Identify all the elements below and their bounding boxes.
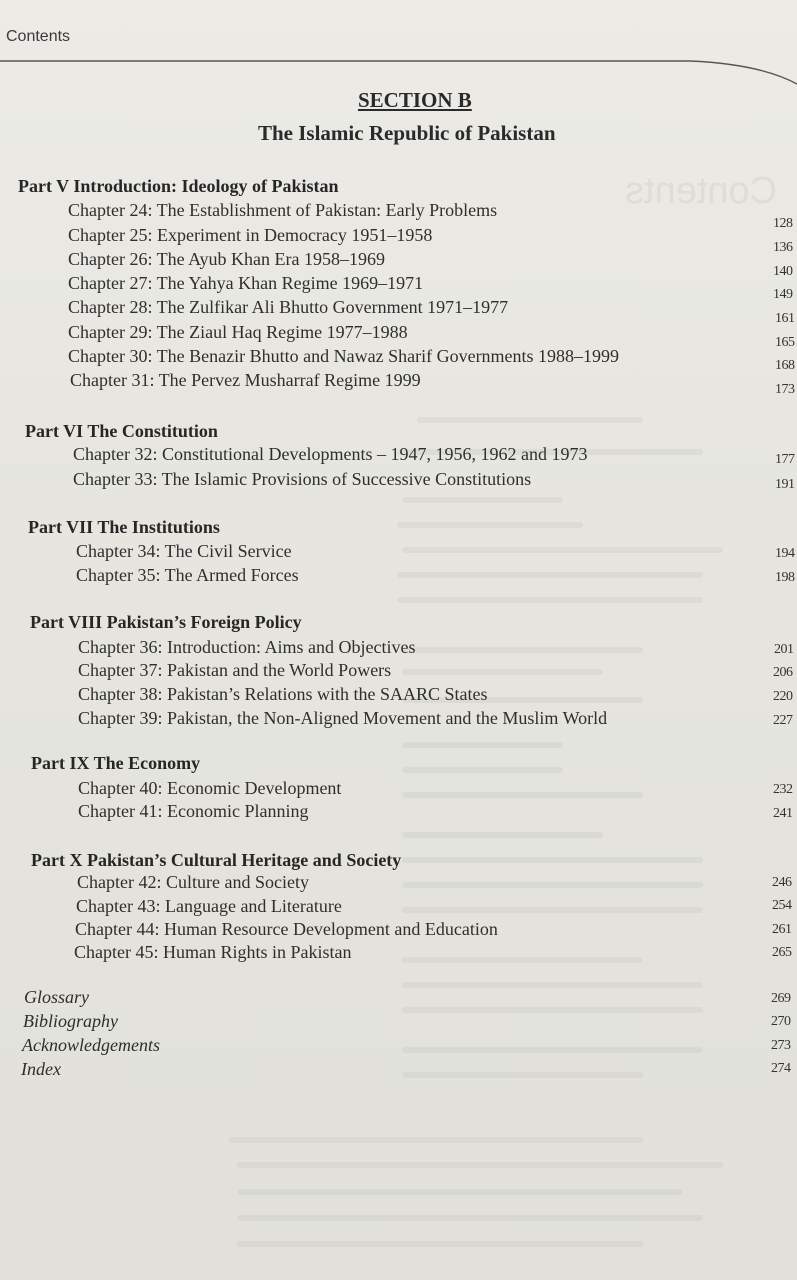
page-number: 128: [773, 216, 793, 231]
chapter-entry: [76, 896, 342, 917]
chapter-label: Chapter 43:: [76, 896, 161, 916]
chapter-label: Chapter 24:: [68, 200, 153, 220]
chapter-label: Chapter 35:: [76, 565, 161, 585]
chapter-label: Chapter 25:: [68, 225, 153, 245]
chapter-title: The Yahya Khan Regime 1969–1971: [156, 273, 424, 293]
page-number: 241: [773, 806, 793, 821]
chapter-label: Chapter 27:: [68, 273, 153, 293]
chapter-label: Chapter 45:: [74, 942, 159, 962]
page-number: 227: [773, 713, 793, 728]
chapter-entry: [68, 249, 385, 270]
section-heading: SECTION B: [358, 88, 472, 112]
page-number: 168: [775, 358, 795, 373]
chapter-title: Pakistan and the World Powers: [166, 660, 392, 680]
chapter-label: Chapter 44:: [75, 919, 160, 939]
chapter-label: Chapter 40:: [78, 778, 163, 798]
chapter-entry: [68, 273, 423, 294]
chapter-title: The Islamic Provisions of Successive Constitutions: [161, 469, 532, 489]
chapter-label: Chapter 39:: [78, 708, 163, 728]
chapter-entry: [68, 225, 432, 246]
chapter-title: Economic Development: [166, 778, 342, 798]
part-title: Part IX The Economy: [31, 753, 201, 773]
chapter-entry: [76, 565, 299, 586]
chapter-entry: [78, 637, 415, 658]
chapter-title: The Pervez Musharraf Regime 1999: [158, 370, 421, 390]
page-number: 270: [771, 1014, 791, 1029]
page-number: 191: [775, 477, 795, 492]
page-number: 265: [772, 945, 792, 960]
chapter-title: The Ayub Khan Era 1958–1969: [156, 249, 385, 269]
page-number: 246: [772, 875, 792, 890]
page-number: 173: [775, 382, 795, 397]
page-number: 254: [772, 898, 792, 913]
chapter-entry: [68, 297, 508, 318]
part-title: Part VII The Institutions: [28, 517, 220, 537]
page-number: 269: [771, 991, 791, 1006]
chapter-entry: [78, 778, 341, 799]
chapter-label: Chapter 42:: [77, 872, 162, 892]
page-number: 261: [772, 922, 792, 937]
chapter-label: Chapter 37:: [78, 660, 163, 680]
chapter-label: Chapter 30:: [68, 346, 153, 366]
page-number: 201: [774, 642, 794, 657]
chapter-title: Pakistan, the Non-Aligned Movement and the Muslim World: [166, 708, 608, 728]
chapter-entry: [70, 370, 421, 391]
chapter-entry: [68, 322, 408, 343]
chapter-label: Chapter 41:: [78, 801, 163, 821]
chapter-title: The Civil Service: [164, 541, 292, 561]
chapter-title: Pakistan’s Relations with the SAARC States: [166, 684, 488, 704]
page-number: 136: [773, 240, 793, 255]
chapter-title: Constitutional Developments – 1947, 1956, 1962 and 1973: [161, 444, 588, 464]
back-matter-item: Glossary: [24, 987, 90, 1007]
page-number: 232: [773, 782, 793, 797]
chapter-title: Culture and Society: [165, 872, 309, 892]
page-number: 274: [771, 1061, 791, 1076]
back-matter-item: Acknowledgements: [22, 1035, 160, 1055]
chapter-label: Chapter 28:: [68, 297, 153, 317]
part-title: Part V Introduction: Ideology of Pakistan: [18, 176, 339, 196]
chapter-title: Language and Literature: [164, 896, 342, 916]
chapter-entry: [73, 444, 587, 465]
chapter-entry: [78, 684, 488, 705]
page-number: 273: [771, 1038, 791, 1053]
page-number: 149: [773, 287, 793, 302]
chapter-entry: [68, 346, 619, 367]
chapter-title: Experiment in Democracy 1951–1958: [156, 225, 433, 245]
chapter-entry: [74, 942, 351, 963]
chapter-label: Chapter 33:: [73, 469, 158, 489]
section-subheading: The Islamic Republic of Pakistan: [258, 121, 556, 145]
chapter-title: The Establishment of Pakistan: Early Problems: [156, 200, 498, 220]
chapter-entry: [68, 200, 497, 221]
page-number: 194: [775, 546, 795, 561]
chapter-title: The Ziaul Haq Regime 1977–1988: [156, 322, 408, 342]
chapter-title: The Benazir Bhutto and Nawaz Sharif Governments 1988–1999: [156, 346, 620, 366]
page-number: 177: [775, 452, 795, 467]
chapter-entry: [78, 708, 607, 729]
chapter-entry: [78, 660, 391, 681]
chapter-title: Economic Planning: [166, 801, 309, 821]
chapter-title: Human Resource Development and Education: [163, 919, 498, 939]
back-matter-item: Bibliography: [23, 1011, 118, 1031]
part-title: Part X Pakistan’s Cultural Heritage and Society: [31, 850, 402, 870]
chapter-entry: [77, 872, 309, 893]
chapter-label: Chapter 26:: [68, 249, 153, 269]
chapter-label: Chapter 34:: [76, 541, 161, 561]
chapter-title: Human Rights in Pakistan: [162, 942, 352, 962]
chapter-entry: [73, 469, 531, 490]
page-number: 198: [775, 570, 795, 585]
chapter-entry: [75, 919, 498, 940]
page-number: 206: [773, 665, 793, 680]
chapter-label: Chapter 29:: [68, 322, 153, 342]
part-title: Part VIII Pakistan’s Foreign Policy: [30, 612, 302, 632]
chapter-title: The Zulfikar Ali Bhutto Government 1971–1977: [156, 297, 509, 317]
chapter-title: Introduction: Aims and Objectives: [166, 637, 416, 657]
chapter-label: Chapter 31:: [70, 370, 155, 390]
chapter-label: Chapter 32:: [73, 444, 158, 464]
back-matter-item: Index: [21, 1059, 61, 1079]
chapter-entry: [78, 801, 308, 822]
chapter-label: Chapter 36:: [78, 637, 163, 657]
bleed-through-heading: Contents: [625, 170, 778, 212]
part-title: Part VI The Constitution: [25, 421, 218, 441]
page-number: 161: [775, 311, 795, 326]
running-head: Contents: [6, 28, 71, 45]
page-number: 220: [773, 689, 793, 704]
chapter-title: The Armed Forces: [164, 565, 299, 585]
page-number: 140: [773, 264, 793, 279]
chapter-entry: [76, 541, 292, 562]
chapter-label: Chapter 38:: [78, 684, 163, 704]
page-number: 165: [775, 335, 795, 350]
